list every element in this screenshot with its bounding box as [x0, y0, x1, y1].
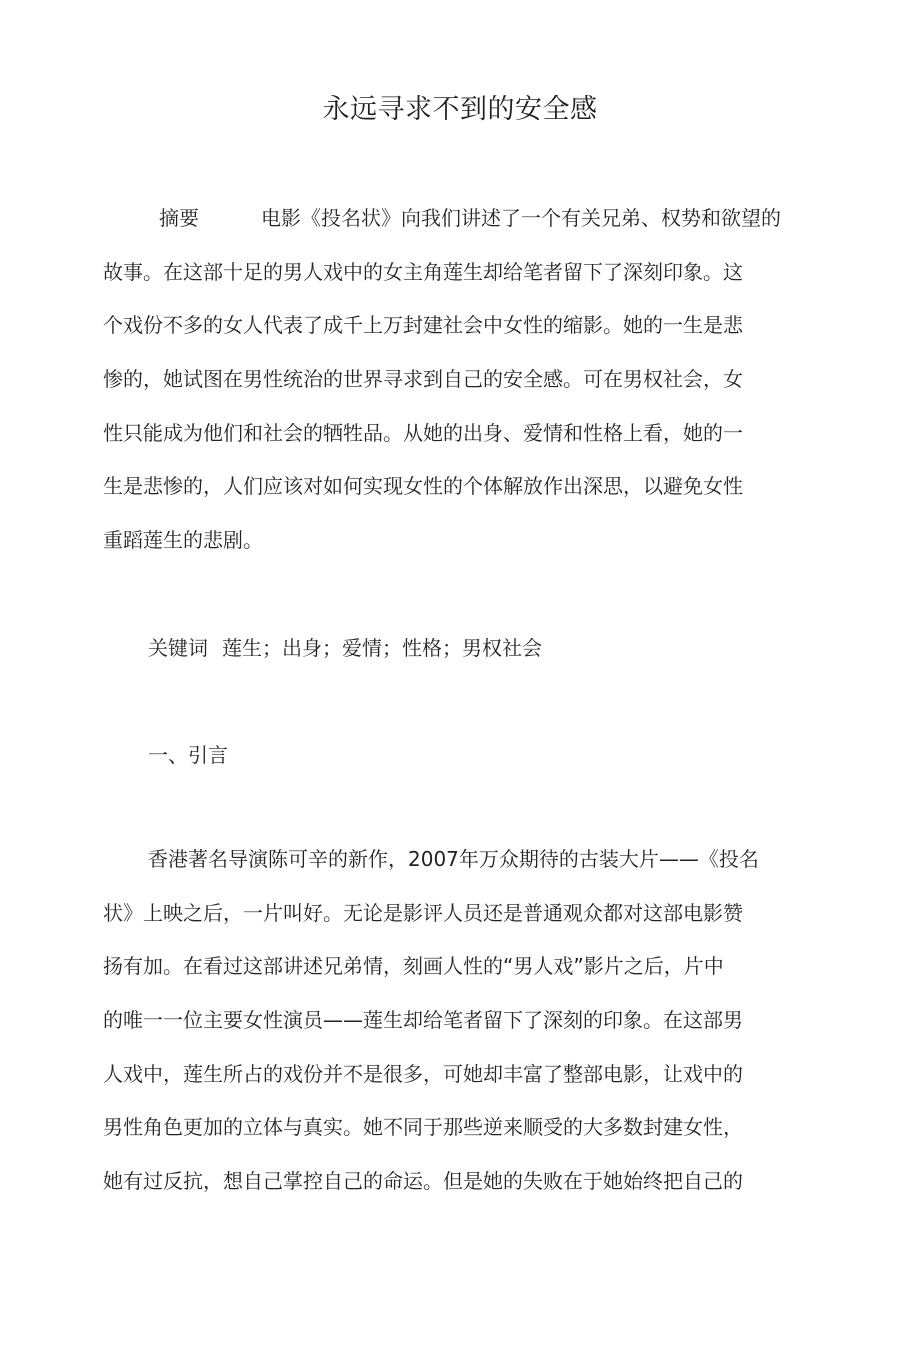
abstract-line-1: [103, 192, 823, 246]
abstract-text: 电影《投名状》向我们讲述了一个有关兄弟、权势和欲望的: [261, 206, 781, 230]
abstract-label: 摘要: [159, 206, 199, 230]
body-line-5: 人戏中，莲生所占的戏份并不是很多，可她却丰富了整部电影，让戏中的: [103, 1061, 743, 1086]
abstract-line-2: 故事。在这部十足的男人戏中的女主角莲生却给笔者留下了深刻印象。这: [103, 259, 743, 284]
abstract-line-7: 重蹈莲生的悲剧。: [103, 528, 263, 553]
body-line-7: 她有过反抗，想自己掌控自己的命运。但是她的失败在于她始终把自己的: [103, 1169, 743, 1194]
body-line-1: 香港著名导演陈可辛的新作，2007年万众期待的古装大片——《投名: [148, 847, 759, 871]
abstract-paragraph: [103, 192, 823, 568]
body-line-2: 状》上映之后，一片叫好。无论是影评人员还是普通观众都对这部电影赞: [103, 900, 743, 925]
body-paragraph: [103, 833, 823, 1209]
body-line-4: 的唯一一位主要女性演员——莲生却给笔者留下了深刻的印象。在这部男: [103, 1008, 743, 1033]
keywords-line: [148, 622, 542, 676]
document-title: 永远寻求不到的安全感: [322, 94, 598, 125]
keywords-text: 莲生；出身；爱情；性格；男权社会: [222, 636, 542, 660]
keywords-label: 关键词: [148, 636, 208, 660]
abstract-line-3: 个戏份不多的女人代表了成千上万封建社会中女性的缩影。她的一生是悲: [103, 313, 743, 338]
abstract-line-6: 生是悲惨的，人们应该对如何实现女性的个体解放作出深思，以避免女性: [103, 474, 743, 499]
body-line-3: 扬有加。在看过这部讲述兄弟情，刻画人性的“男人戏”影片之后，片中: [103, 954, 724, 979]
section-heading: 一、引言: [148, 743, 228, 767]
body-line-6: 男性角色更加的立体与真实。她不同于那些逆来顺受的大多数封建女性，: [103, 1115, 743, 1140]
abstract-line-4: 惨的，她试图在男性统治的世界寻求到自己的安全感。可在男权社会，女: [103, 367, 743, 392]
abstract-line-5: 性只能成为他们和社会的牺牲品。从她的出身、爱情和性格上看，她的一: [103, 420, 743, 445]
